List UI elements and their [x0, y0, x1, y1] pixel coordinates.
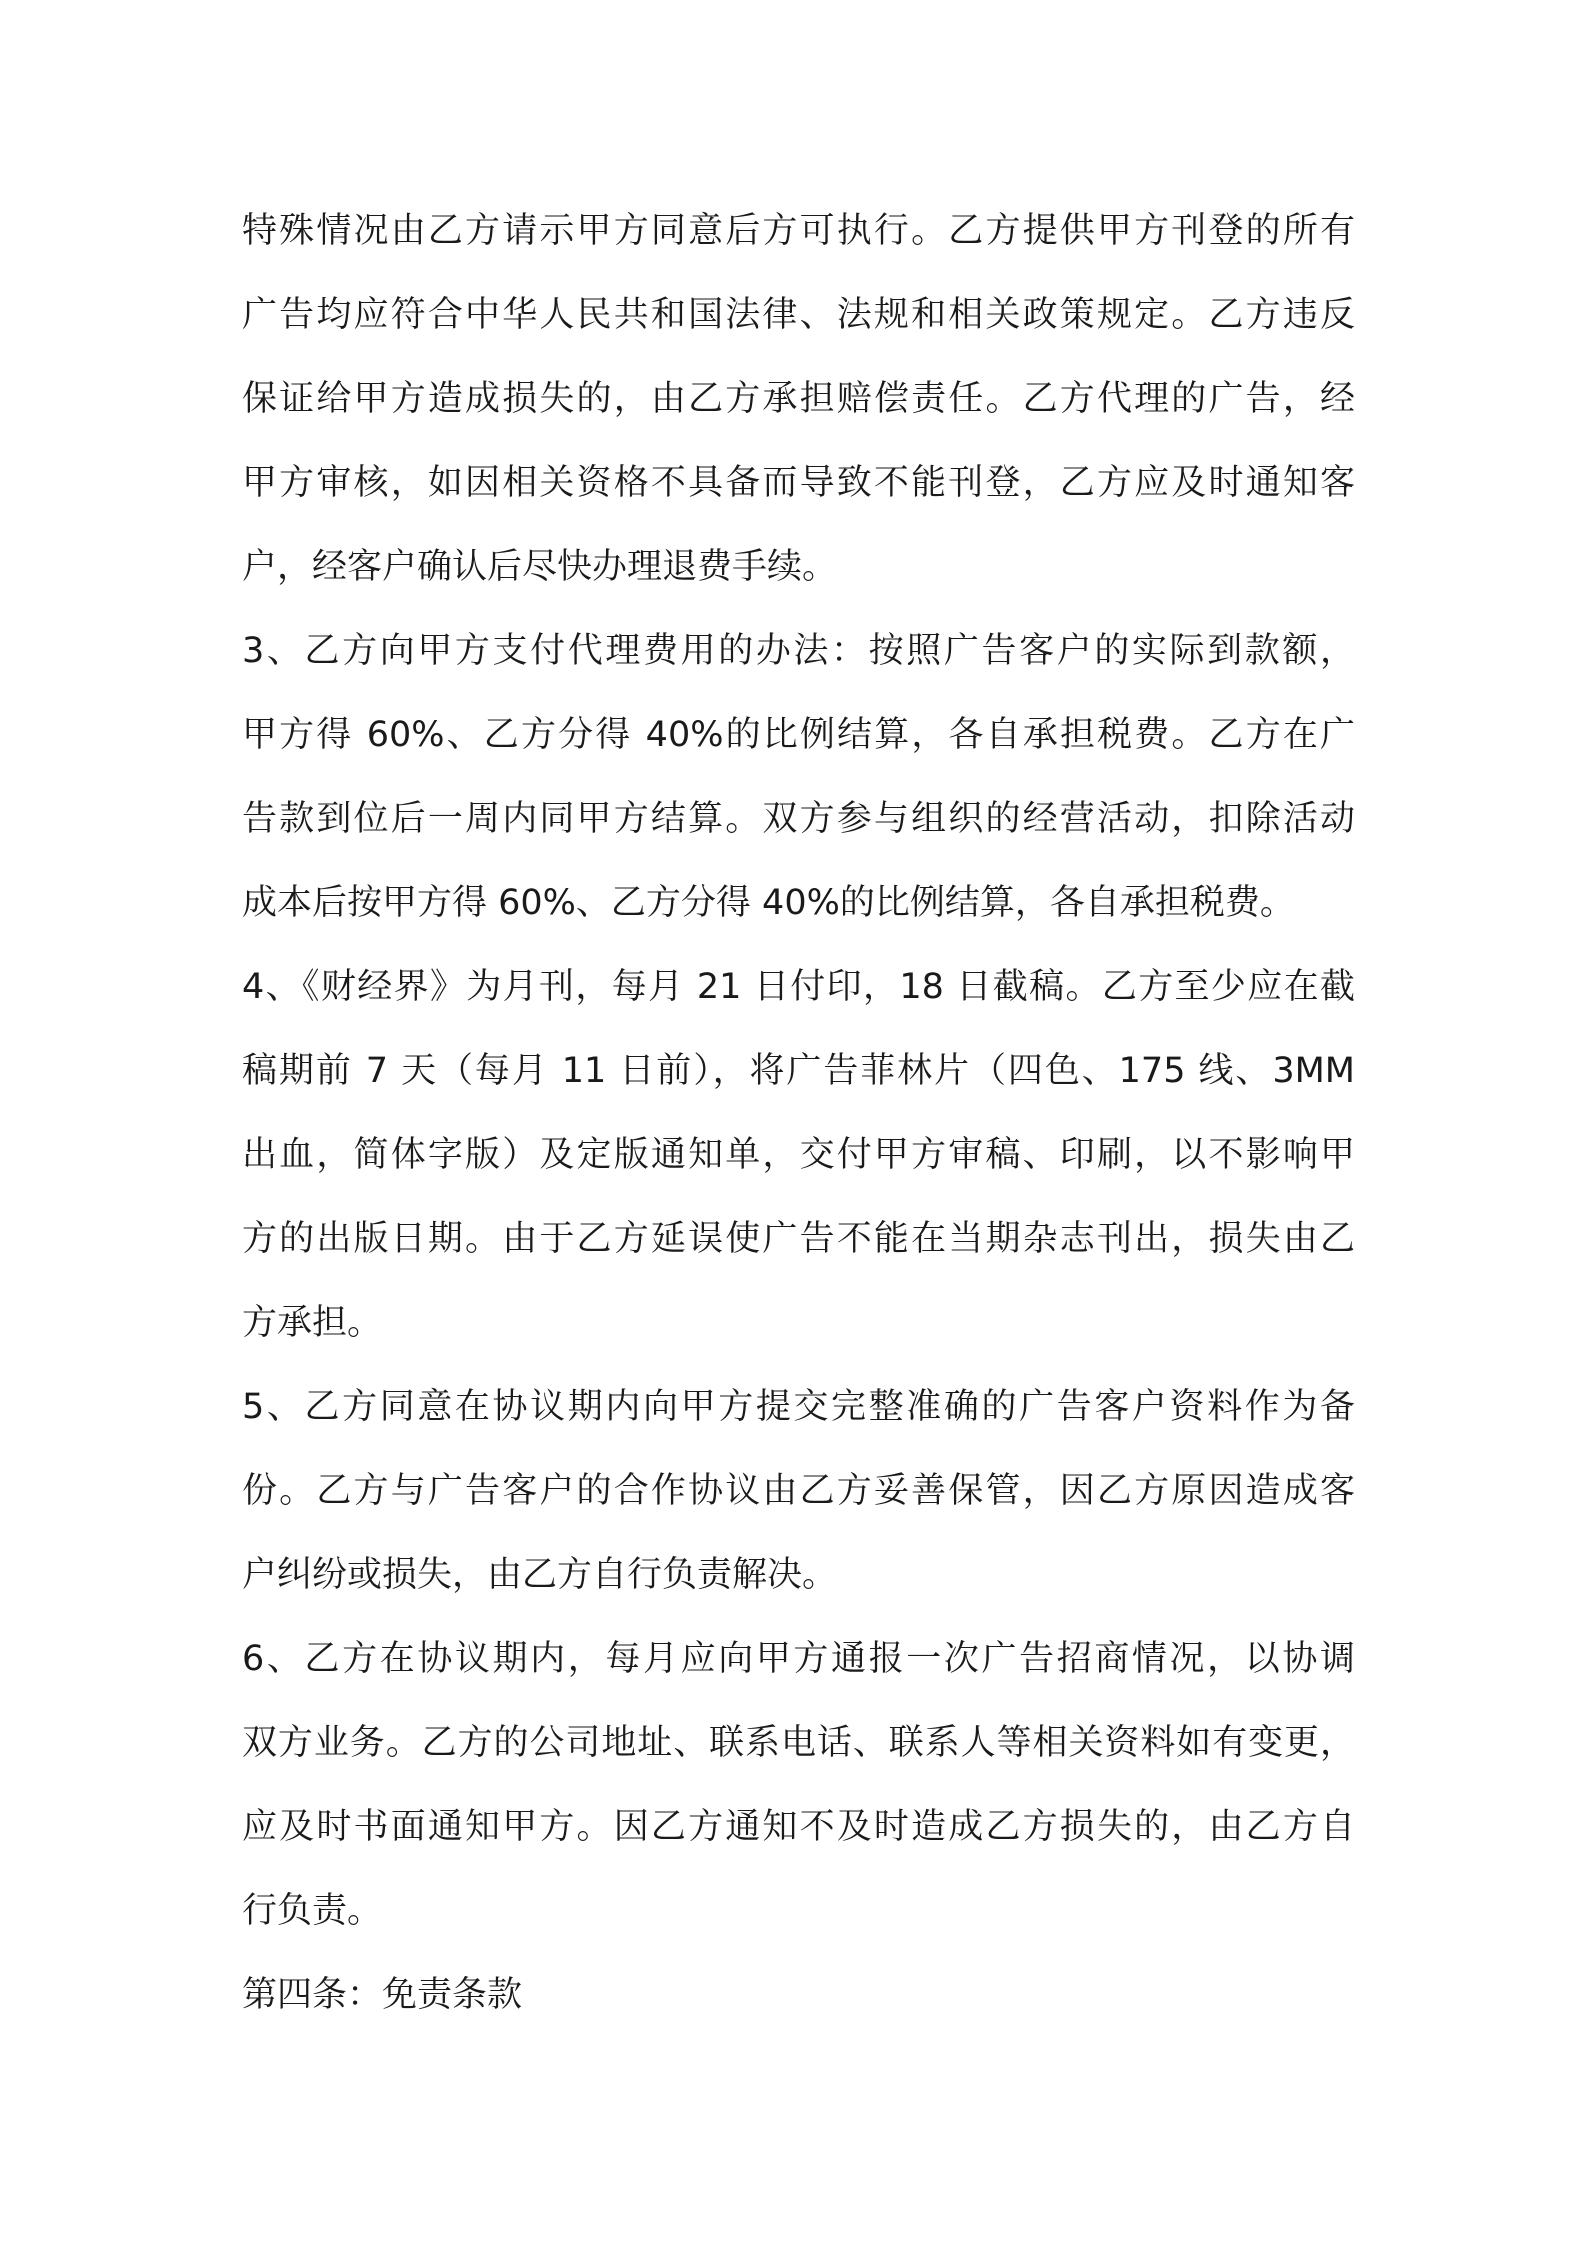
text-line: 成本后按甲方得 60%、乙方分得 40%的比例结算，各自承担税费。	[242, 883, 1295, 923]
text-line: 甲方审核，如因相关资格不具备而导致不能刊登，乙方应及时通知客	[242, 463, 1355, 503]
document-body	[242, 189, 1355, 2037]
text-line: 稿期前 7 天（每月 11 日前），将广告菲林片（四色、175 线、3MM	[242, 1051, 1355, 1091]
text-line: 告款到位后一周内同甲方结算。双方参与组织的经营活动，扣除活动	[242, 799, 1355, 839]
text-line: 出血，简体字版）及定版通知单，交付甲方审稿、印刷，以不影响甲	[242, 1135, 1355, 1175]
text-line: 应及时书面通知甲方。因乙方通知不及时造成乙方损失的，由乙方自	[242, 1807, 1355, 1847]
text-line: 户纠纷或损失，由乙方自行负责解决。	[242, 1555, 838, 1595]
paragraph-special-cases	[242, 189, 1355, 609]
text-line: 特殊情况由乙方请示甲方同意后方可执行。乙方提供甲方刊登的所有	[242, 211, 1355, 251]
text-line: 行负责。	[242, 1891, 383, 1931]
text-line: 保证给甲方造成损失的，由乙方承担赔偿责任。乙方代理的广告，经	[242, 379, 1355, 419]
text-line: 方的出版日期。由于乙方延误使广告不能在当期杂志刊出，损失由乙	[242, 1219, 1355, 1259]
section-heading: 第四条：免责条款	[242, 1975, 523, 2015]
text-line: 3、乙方向甲方支付代理费用的办法：按照广告客户的实际到款额，	[242, 631, 1355, 671]
text-line: 方承担。	[242, 1303, 383, 1343]
text-line: 甲方得 60%、乙方分得 40%的比例结算，各自承担税费。乙方在广	[242, 715, 1355, 755]
text-line: 户，经客户确认后尽快办理退费手续。	[242, 547, 838, 587]
clause-3-payment	[242, 609, 1355, 945]
clause-5-client-records	[242, 1365, 1355, 1617]
clause-6-reporting	[242, 1617, 1355, 1953]
clause-4-schedule	[242, 945, 1355, 1365]
text-line: 6、乙方在协议期内，每月应向甲方通报一次广告招商情况，以协调	[242, 1639, 1355, 1679]
text-line: 双方业务。乙方的公司地址、联系电话、联系人等相关资料如有变更，	[242, 1723, 1355, 1763]
text-line: 4、《财经界》为月刊，每月 21 日付印，18 日截稿。乙方至少应在截	[242, 967, 1355, 1007]
text-line: 份。乙方与广告客户的合作协议由乙方妥善保管，因乙方原因造成客	[242, 1471, 1355, 1511]
text-line: 广告均应符合中华人民共和国法律、法规和相关政策规定。乙方违反	[242, 295, 1355, 335]
text-line: 5、乙方同意在协议期内向甲方提交完整准确的广告客户资料作为备	[242, 1387, 1355, 1427]
